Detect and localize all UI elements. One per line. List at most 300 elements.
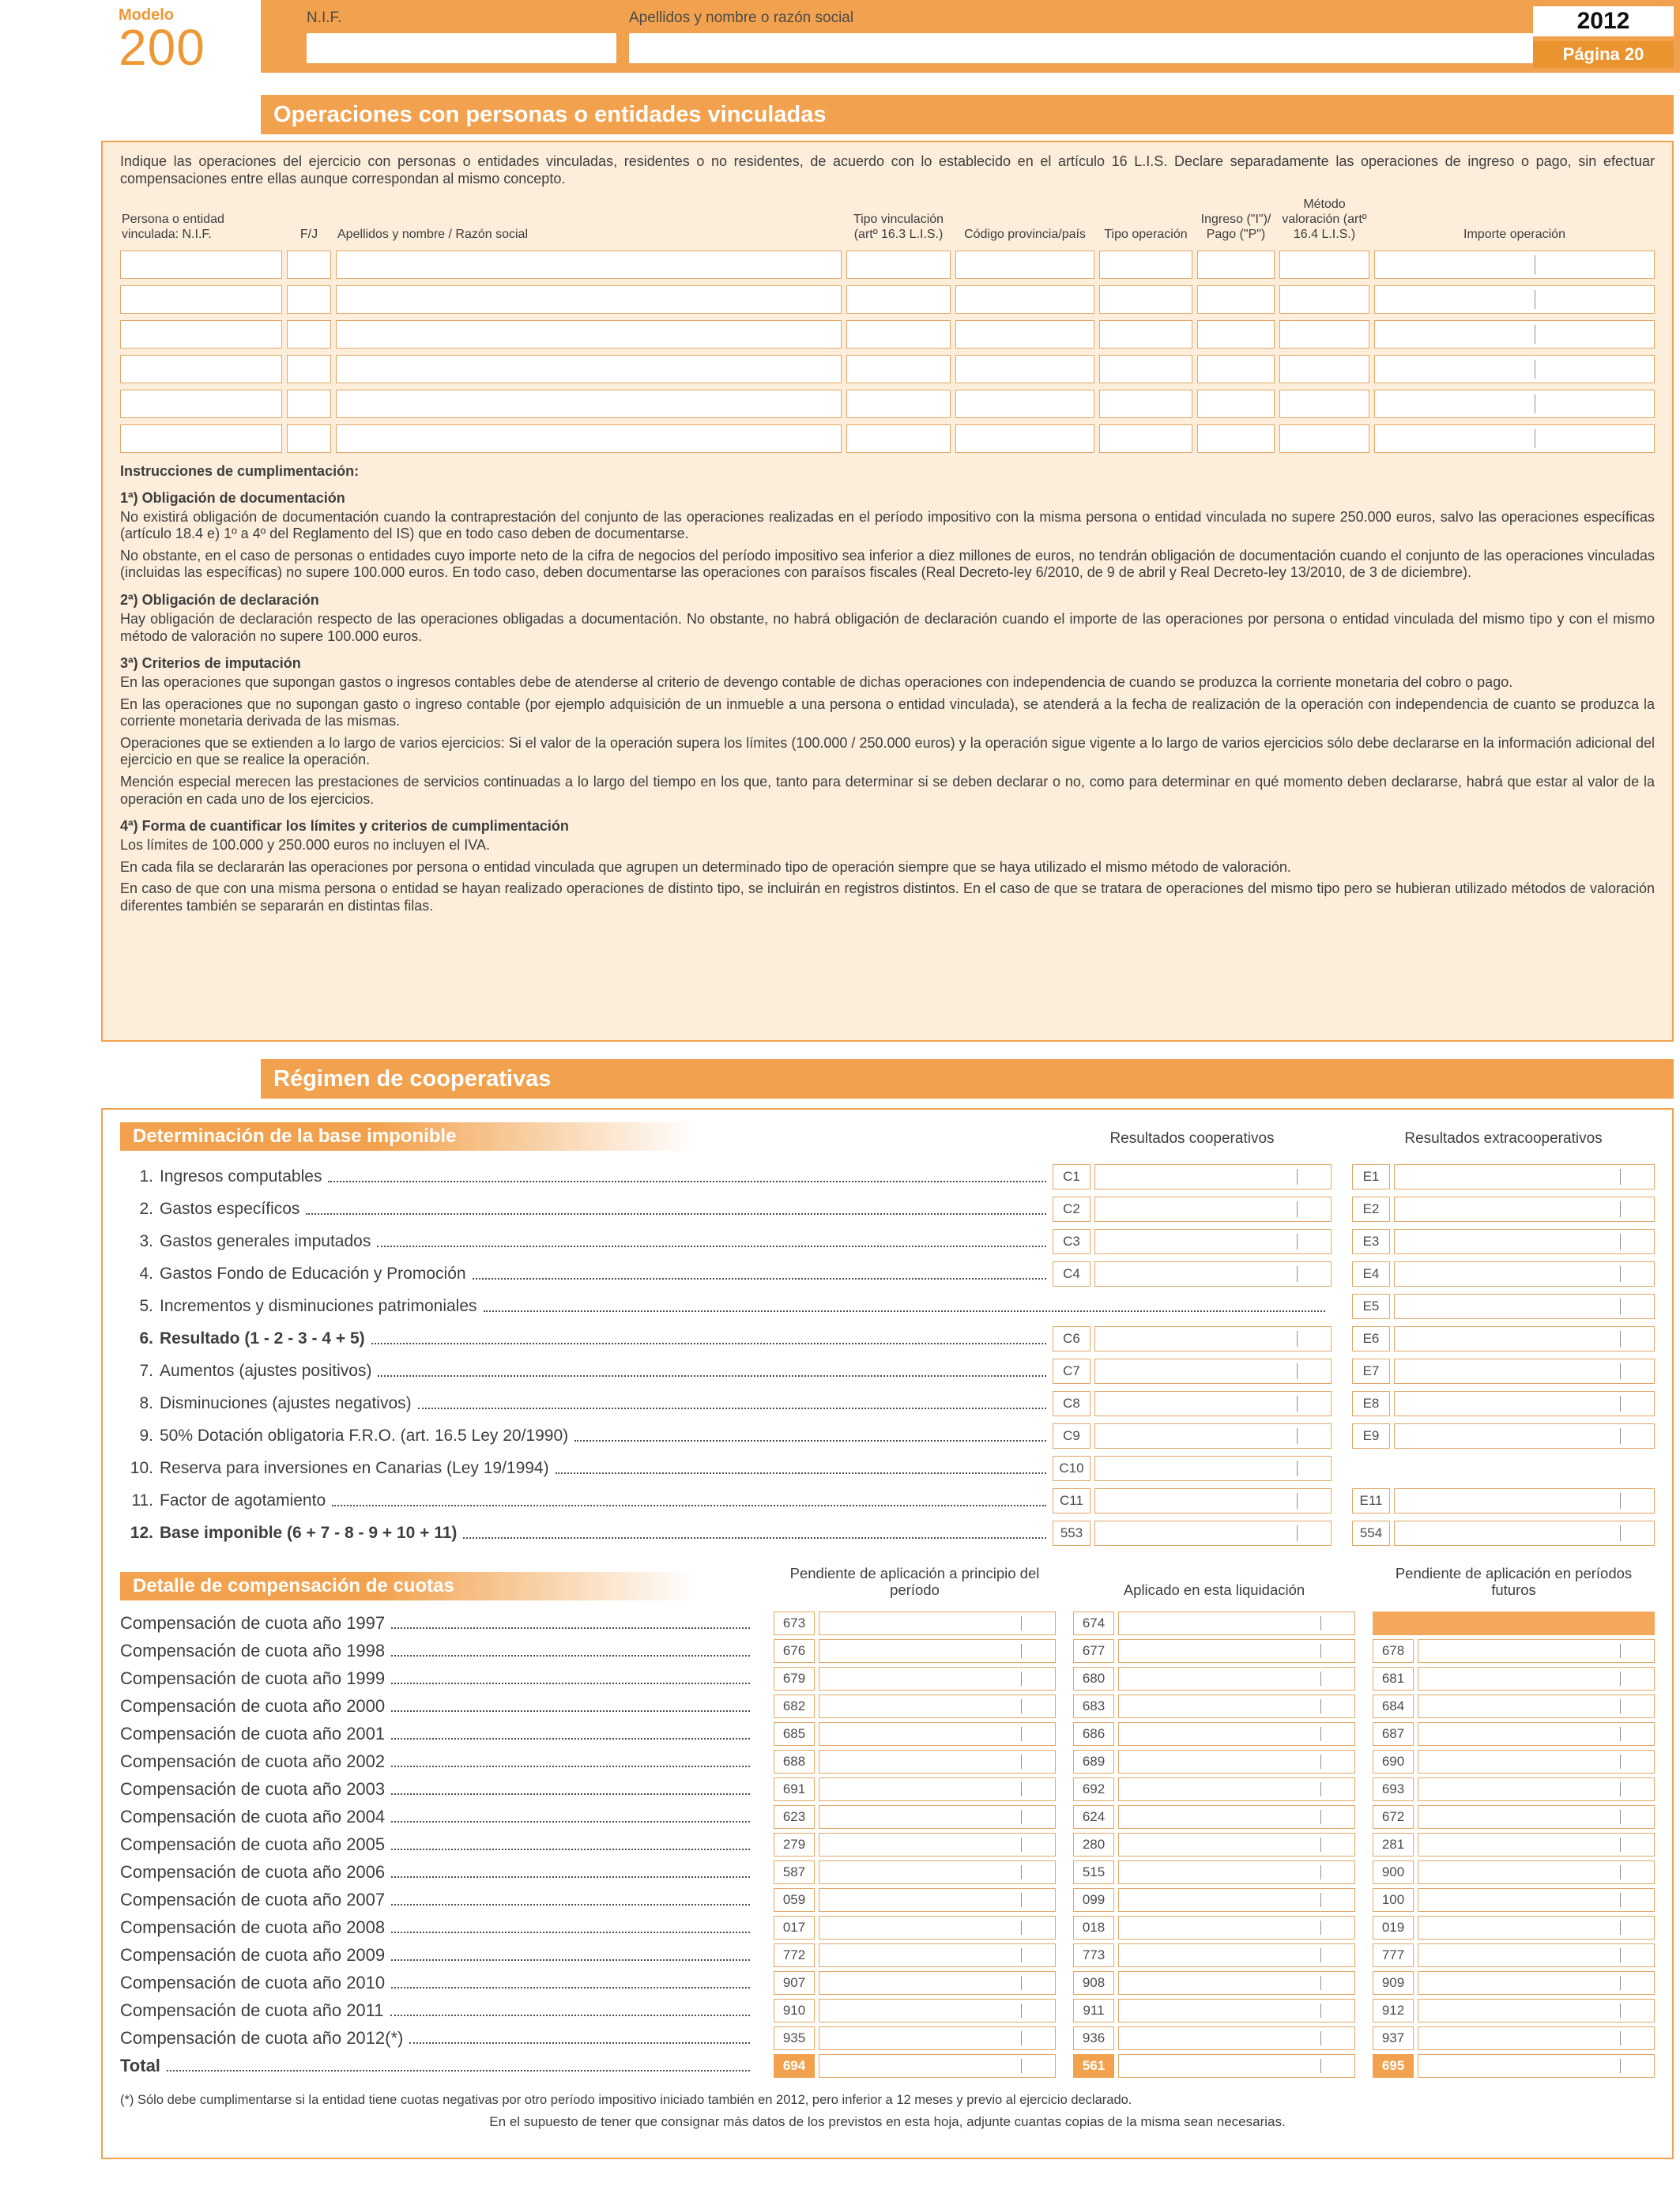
row-label: Total bbox=[120, 2056, 160, 2076]
header-band bbox=[261, 0, 1680, 73]
row-label: Compensación de cuota año 2010 bbox=[120, 1973, 386, 1993]
instruction-paragraph: En cada fila se declararán las operaciones por persona o entidad vinculada que agrupen un determinado tipo de operación siempre que se haya utilizado el mismo método de valoración. bbox=[120, 858, 1291, 875]
row-label: Resultado (1 - 2 - 3 - 4 + 5) bbox=[160, 1329, 365, 1348]
amount-field-group bbox=[1373, 2026, 1655, 2050]
amount-field-group bbox=[1053, 1521, 1332, 1546]
row-label: Reserva para inversiones en Canarias (Ley 19/1994) bbox=[160, 1458, 549, 1477]
row-number: 7. bbox=[139, 1361, 153, 1380]
amount-field-group bbox=[1073, 1722, 1355, 1746]
amount-input[interactable] bbox=[1418, 1639, 1655, 1663]
subsection-base-imponible: Determinación de la base imponible bbox=[120, 1122, 694, 1151]
cuotas-rows bbox=[120, 1610, 1655, 2080]
dotted-leader bbox=[391, 1849, 750, 1850]
row-number: 4. bbox=[139, 1264, 153, 1283]
operation-input-cell[interactable] bbox=[1197, 251, 1275, 279]
operation-input-cell[interactable] bbox=[1374, 424, 1655, 453]
operation-input-cell[interactable] bbox=[846, 285, 951, 314]
operation-input-cell[interactable] bbox=[287, 285, 331, 314]
row-label: Compensación de cuota año 2011 bbox=[120, 2000, 384, 2021]
page-badge: Página 20 bbox=[1533, 41, 1674, 68]
amount-input[interactable] bbox=[1118, 1888, 1355, 1912]
amount-input[interactable] bbox=[819, 1971, 1056, 1995]
operation-input-cell[interactable] bbox=[120, 355, 282, 383]
operation-input-cell[interactable] bbox=[846, 251, 951, 279]
amount-field-group bbox=[1053, 1391, 1332, 1416]
amount-field-group bbox=[1073, 2026, 1355, 2050]
amount-field-group bbox=[1073, 1639, 1355, 1663]
operation-input-cell[interactable] bbox=[287, 390, 331, 418]
amount-field-group bbox=[774, 1888, 1056, 1912]
dotted-leader bbox=[484, 1310, 1325, 1312]
amount-field-group bbox=[1073, 1777, 1355, 1801]
amount-input[interactable] bbox=[1118, 1722, 1355, 1746]
field-code: 017 bbox=[774, 1916, 815, 1940]
amount-field-group bbox=[774, 1833, 1056, 1857]
field-code: C1 bbox=[1053, 1164, 1090, 1189]
operation-input-cell[interactable] bbox=[1099, 251, 1192, 279]
row-number: 2. bbox=[139, 1199, 153, 1218]
amount-field-group bbox=[1073, 1971, 1355, 1995]
amount-input[interactable] bbox=[1418, 1833, 1655, 1857]
row-number: 9. bbox=[139, 1426, 153, 1445]
cuota-row bbox=[120, 1804, 1655, 1831]
operation-input-cell[interactable] bbox=[1099, 424, 1192, 453]
row-number: 3. bbox=[139, 1231, 153, 1250]
amount-input[interactable] bbox=[819, 1943, 1056, 1967]
operation-input-cell[interactable] bbox=[846, 355, 951, 383]
amount-input[interactable] bbox=[1094, 1164, 1332, 1189]
amount-field-group bbox=[1053, 1359, 1332, 1384]
field-code: 515 bbox=[1073, 1860, 1114, 1884]
dotted-leader bbox=[574, 1440, 1046, 1442]
amount-input[interactable] bbox=[1418, 1916, 1655, 1940]
amount-input[interactable] bbox=[1118, 1695, 1355, 1718]
amount-input[interactable] bbox=[819, 2026, 1056, 2050]
operation-input-cell[interactable] bbox=[955, 355, 1094, 383]
operation-input-cell[interactable] bbox=[1374, 390, 1655, 418]
operation-input-cell[interactable] bbox=[1279, 355, 1369, 383]
amount-input[interactable] bbox=[1118, 1833, 1355, 1857]
field-code: 679 bbox=[774, 1667, 815, 1691]
regimen-cooperativas-panel bbox=[101, 1108, 1674, 2159]
operation-input-cell[interactable] bbox=[1279, 424, 1369, 453]
instruction-heading: 4ª) Forma de cuantificar los límites y criterios de cumplimentación bbox=[120, 818, 569, 835]
field-code: 681 bbox=[1373, 1667, 1414, 1691]
field-code: 676 bbox=[774, 1639, 815, 1663]
amount-field-group bbox=[774, 1916, 1056, 1940]
row-label: Base imponible (6 + 7 - 8 - 9 + 10 + 11) bbox=[160, 1523, 458, 1542]
amount-field-group bbox=[1352, 1423, 1655, 1449]
amount-input[interactable] bbox=[1094, 1326, 1332, 1351]
dotted-leader bbox=[391, 1932, 750, 1933]
amount-input[interactable] bbox=[819, 1777, 1056, 1801]
amount-input[interactable] bbox=[1118, 1999, 1355, 2022]
operation-input-cell[interactable] bbox=[120, 285, 282, 314]
ops-column-header: Persona o entidad vinculada: N.I.F. bbox=[122, 212, 224, 241]
field-code: 910 bbox=[774, 1999, 815, 2022]
amount-field-group bbox=[1053, 1456, 1332, 1481]
instruction-paragraph: No obstante, en el caso de personas o entidades cuyo importe neto de la cifra de negocios del período impositivo sea inferior a diez millones de euros, no tendrán obligación de documentación cuando el conjunto de las operaciones vinculadas (incluidas las específicas) no supere 100.000 euros. En todo caso, deben documentarse las operaciones con paraísos fiscales (Real Decreto-ley 6/2010, de 9 de abril y Real Decreto-ley 13/2010, de 3 de diciembre). bbox=[120, 547, 1655, 581]
operation-input-cell[interactable] bbox=[1374, 355, 1655, 383]
field-code: 561 bbox=[1073, 2054, 1114, 2078]
amount-input[interactable] bbox=[819, 1750, 1056, 1774]
base-imponible-row bbox=[120, 1387, 1655, 1419]
amount-field-group bbox=[1352, 1391, 1655, 1416]
field-code: 936 bbox=[1073, 2026, 1114, 2050]
amount-field-group bbox=[1373, 1888, 1655, 1912]
operation-input-cell[interactable] bbox=[955, 251, 1094, 279]
row-number: 6. bbox=[139, 1329, 153, 1348]
operation-input-cell[interactable] bbox=[336, 251, 842, 279]
amount-input[interactable] bbox=[1394, 1359, 1655, 1384]
cuota-row bbox=[120, 1721, 1655, 1748]
amount-input[interactable] bbox=[1118, 1750, 1355, 1774]
amount-field-group bbox=[1053, 1326, 1332, 1351]
field-code: C11 bbox=[1053, 1488, 1090, 1514]
amount-field-group bbox=[1053, 1423, 1332, 1449]
amount-input[interactable] bbox=[1394, 1521, 1655, 1546]
row-label: Compensación de cuota año 2005 bbox=[120, 1834, 386, 1855]
instruction-paragraph: Los límites de 100.000 y 250.000 euros no incluyen el IVA. bbox=[120, 837, 490, 854]
operation-input-cell[interactable] bbox=[336, 390, 842, 418]
row-label: 50% Dotación obligatoria F.R.O. (art. 16.5 Ley 20/1990) bbox=[160, 1426, 569, 1445]
amount-input[interactable] bbox=[1394, 1261, 1655, 1287]
amount-input[interactable] bbox=[1118, 2026, 1355, 2050]
amount-input[interactable] bbox=[1118, 1971, 1355, 1995]
field-code: 674 bbox=[1073, 1612, 1114, 1635]
field-code: 281 bbox=[1373, 1833, 1414, 1857]
amount-input[interactable] bbox=[1394, 1164, 1655, 1189]
amount-input[interactable] bbox=[1418, 1667, 1655, 1691]
amount-input[interactable] bbox=[819, 1833, 1056, 1857]
operation-input-cell[interactable] bbox=[846, 320, 951, 349]
field-code: 683 bbox=[1073, 1695, 1114, 1718]
field-code: 279 bbox=[774, 1833, 815, 1857]
amount-field-group bbox=[1373, 1943, 1655, 1967]
amount-input[interactable] bbox=[1394, 1197, 1655, 1222]
row-label: Compensación de cuota año 2012(*) bbox=[120, 2028, 404, 2049]
amount-field-group bbox=[1352, 1326, 1655, 1351]
amount-input[interactable] bbox=[1094, 1456, 1332, 1481]
operation-input-cell[interactable] bbox=[1099, 390, 1192, 418]
col-header-aplicado-liquidacion: Aplicado en esta liquidación bbox=[1123, 1581, 1305, 1599]
instructions-block bbox=[120, 463, 1655, 915]
operation-input-cell[interactable] bbox=[1279, 251, 1369, 279]
field-code: 694 bbox=[774, 2054, 815, 2078]
field-code: 684 bbox=[1373, 1695, 1414, 1718]
field-code: 690 bbox=[1373, 1750, 1414, 1774]
amount-input[interactable] bbox=[1118, 2054, 1355, 2078]
field-code: 623 bbox=[774, 1805, 815, 1829]
field-code: 908 bbox=[1073, 1971, 1114, 1995]
amount-input[interactable] bbox=[1118, 1860, 1355, 1884]
amount-input[interactable] bbox=[1418, 1888, 1655, 1912]
base-imponible-row bbox=[120, 1517, 1655, 1549]
amount-field-group bbox=[1053, 1197, 1332, 1222]
base-imponible-rows bbox=[120, 1160, 1655, 1549]
cuota-row bbox=[120, 1859, 1655, 1887]
operaciones-vinculadas-panel bbox=[101, 141, 1674, 1042]
row-label: Compensación de cuota año 2007 bbox=[120, 1890, 386, 1910]
field-code: C6 bbox=[1053, 1326, 1090, 1351]
field-code: 680 bbox=[1073, 1667, 1114, 1691]
operation-row bbox=[120, 251, 1655, 279]
amount-input[interactable] bbox=[819, 1639, 1056, 1663]
field-code: 099 bbox=[1073, 1888, 1114, 1912]
operation-input-cell[interactable] bbox=[336, 424, 842, 453]
amount-field-group bbox=[1352, 1294, 1655, 1319]
amount-input[interactable] bbox=[819, 1667, 1056, 1691]
cuota-row bbox=[120, 1997, 1655, 2025]
amount-input[interactable] bbox=[1118, 1943, 1355, 1967]
field-code: C9 bbox=[1053, 1423, 1090, 1449]
ops-column-header: Código provincia/país bbox=[964, 227, 1086, 241]
base-imponible-row bbox=[120, 1419, 1655, 1452]
operation-input-cell[interactable] bbox=[955, 390, 1094, 418]
amount-field-group bbox=[774, 1805, 1056, 1829]
field-code: E5 bbox=[1352, 1294, 1390, 1319]
cuota-row bbox=[120, 1748, 1655, 1776]
field-code: 553 bbox=[1053, 1521, 1090, 1546]
amount-input[interactable] bbox=[1418, 1722, 1655, 1746]
row-label: Compensación de cuota año 1998 bbox=[120, 1641, 386, 1661]
amount-input[interactable] bbox=[1418, 1999, 1655, 2022]
operation-input-cell[interactable] bbox=[120, 251, 282, 279]
amount-input[interactable] bbox=[1118, 1612, 1355, 1635]
amount-input[interactable] bbox=[1418, 1860, 1655, 1884]
ops-column-header: Apellidos y nombre / Razón social bbox=[337, 227, 529, 241]
cuota-row bbox=[120, 1665, 1655, 1693]
field-code: 695 bbox=[1373, 2054, 1414, 2078]
amount-input[interactable] bbox=[1118, 1777, 1355, 1801]
amount-field-group bbox=[1373, 1971, 1655, 1995]
field-code: 678 bbox=[1373, 1639, 1414, 1663]
amount-input[interactable] bbox=[1094, 1521, 1332, 1546]
operation-input-cell[interactable] bbox=[955, 320, 1094, 349]
operation-input-cell[interactable] bbox=[1374, 251, 1655, 279]
operation-input-cell[interactable] bbox=[955, 285, 1094, 314]
operation-input-cell[interactable] bbox=[120, 424, 282, 453]
base-imponible-row bbox=[120, 1452, 1655, 1484]
amount-field-group bbox=[1073, 1860, 1355, 1884]
row-number: 10. bbox=[130, 1458, 153, 1477]
operation-input-cell[interactable] bbox=[287, 320, 331, 349]
ops-column-header: Tipo operación bbox=[1104, 227, 1188, 241]
amount-input[interactable] bbox=[1394, 1294, 1655, 1319]
nif-input[interactable] bbox=[307, 33, 616, 63]
amount-field-group bbox=[1073, 1999, 1355, 2022]
field-code: 682 bbox=[774, 1695, 815, 1718]
operation-row bbox=[120, 390, 1655, 418]
amount-input[interactable] bbox=[1418, 1805, 1655, 1829]
operation-input-cell[interactable] bbox=[1279, 320, 1369, 349]
field-code: 912 bbox=[1373, 1999, 1414, 2022]
header-corner bbox=[1533, 6, 1674, 73]
amount-field-group bbox=[1373, 1667, 1655, 1691]
ops-column-header: Método valoración (artº 16.4 L.I.S.) bbox=[1282, 197, 1367, 241]
row-number: 8. bbox=[139, 1393, 153, 1412]
amount-input[interactable] bbox=[1118, 1805, 1355, 1829]
instruction-paragraph: En caso de que con una misma persona o entidad se hayan realizado operaciones de distinto tipo, se incluirán en registros distintos. En el caso de que se tratara de operaciones del mismo tipo pero se hubieran utilizado métodos de valoración diferentes también se separarán en distintas filas. bbox=[120, 880, 1655, 914]
base-imponible-row bbox=[120, 1257, 1655, 1290]
base-imponible-row bbox=[120, 1322, 1655, 1355]
col-header-pendiente-futuros: Pendiente de aplicación en períodos futuros bbox=[1395, 1565, 1633, 1599]
amount-input[interactable] bbox=[819, 1695, 1056, 1718]
amount-input[interactable] bbox=[1094, 1488, 1332, 1514]
amount-input[interactable] bbox=[1418, 2054, 1655, 2078]
amount-input[interactable] bbox=[1094, 1197, 1332, 1222]
amount-input[interactable] bbox=[1418, 1750, 1655, 1774]
field-code: E7 bbox=[1352, 1359, 1390, 1384]
amount-input[interactable] bbox=[1394, 1326, 1655, 1351]
dotted-leader bbox=[391, 1766, 750, 1767]
dotted-leader bbox=[371, 1343, 1046, 1344]
amount-input[interactable] bbox=[819, 1999, 1056, 2022]
operation-input-cell[interactable] bbox=[1279, 285, 1369, 314]
amount-input[interactable] bbox=[1418, 1777, 1655, 1801]
amount-input[interactable] bbox=[1418, 1971, 1655, 1995]
field-code: C8 bbox=[1053, 1391, 1090, 1416]
cuota-row bbox=[120, 1610, 1655, 1638]
field-code: 685 bbox=[774, 1722, 815, 1746]
amount-input[interactable] bbox=[1118, 1639, 1355, 1663]
field-code: 772 bbox=[774, 1943, 815, 1967]
field-code: 673 bbox=[774, 1612, 815, 1635]
field-code: 909 bbox=[1373, 1971, 1414, 1995]
amount-input[interactable] bbox=[819, 1860, 1056, 1884]
operation-input-cell[interactable] bbox=[120, 390, 282, 418]
operation-input-cell[interactable] bbox=[846, 424, 951, 453]
operation-input-cell[interactable] bbox=[1099, 285, 1192, 314]
amount-input[interactable] bbox=[819, 1888, 1056, 1912]
operation-input-cell[interactable] bbox=[1197, 424, 1275, 453]
field-code: 019 bbox=[1373, 1916, 1414, 1940]
amount-input[interactable] bbox=[1394, 1229, 1655, 1254]
amount-field-group bbox=[1352, 1229, 1655, 1254]
base-imponible-header-row bbox=[120, 1122, 1655, 1151]
operation-input-cell[interactable] bbox=[1099, 355, 1192, 383]
field-code: E9 bbox=[1352, 1423, 1390, 1449]
amount-field-group bbox=[1073, 1695, 1355, 1718]
amount-input[interactable] bbox=[1418, 1943, 1655, 1967]
field-code: 689 bbox=[1073, 1750, 1114, 1774]
operation-input-cell[interactable] bbox=[336, 355, 842, 383]
operation-input-cell[interactable] bbox=[1197, 320, 1275, 349]
amount-field-group bbox=[1053, 1164, 1332, 1189]
operation-input-cell[interactable] bbox=[287, 355, 331, 383]
amount-input[interactable] bbox=[1394, 1423, 1655, 1449]
dotted-leader bbox=[391, 1683, 750, 1684]
amount-input[interactable] bbox=[819, 1916, 1056, 1940]
operation-input-cell[interactable] bbox=[1279, 390, 1369, 418]
amount-field-group bbox=[1352, 1359, 1655, 1384]
amount-input[interactable] bbox=[1418, 1695, 1655, 1718]
amount-input[interactable] bbox=[819, 1805, 1056, 1829]
amount-input[interactable] bbox=[819, 2054, 1056, 2078]
section-title-operaciones-vinculadas: Operaciones con personas o entidades vinculadas bbox=[261, 95, 1674, 134]
field-code: 911 bbox=[1073, 1999, 1114, 2022]
base-imponible-row bbox=[120, 1484, 1655, 1517]
field-code: 018 bbox=[1073, 1916, 1114, 1940]
operation-input-cell[interactable] bbox=[1374, 285, 1655, 314]
operation-input-cell[interactable] bbox=[846, 390, 951, 418]
amount-field-group bbox=[774, 1695, 1056, 1718]
dotted-leader bbox=[391, 1793, 750, 1795]
field-code: C2 bbox=[1053, 1197, 1090, 1222]
dotted-leader bbox=[378, 1375, 1046, 1377]
operation-input-cell[interactable] bbox=[1197, 355, 1275, 383]
field-code: C3 bbox=[1053, 1229, 1090, 1254]
field-code: E1 bbox=[1352, 1164, 1390, 1189]
amount-input[interactable] bbox=[1394, 1488, 1655, 1514]
amount-input[interactable] bbox=[1118, 1916, 1355, 1940]
operation-input-cell[interactable] bbox=[336, 320, 842, 349]
amount-input[interactable] bbox=[1094, 1423, 1332, 1449]
field-code: 280 bbox=[1073, 1833, 1114, 1857]
ops-column-header: Importe operación bbox=[1463, 227, 1565, 241]
amount-input[interactable] bbox=[819, 1612, 1056, 1635]
table-header-row bbox=[120, 194, 1655, 251]
amount-input[interactable] bbox=[1094, 1391, 1332, 1416]
operation-input-cell[interactable] bbox=[336, 285, 842, 314]
instruction-paragraph: No existirá obligación de documentación cuando la contraprestación del conjunto de las operaciones realizadas en el período impositivo con la misma persona o entidad vinculada no supere 250.000 euros, salvo las operaciones específicas (artículo 18.4 e) 1º a 4º del Reglamento del IS) que en todo caso deben de documentarse. bbox=[120, 508, 1655, 542]
amount-field-group bbox=[1373, 1916, 1655, 1940]
operation-input-cell[interactable] bbox=[287, 424, 331, 453]
dotted-leader bbox=[332, 1505, 1046, 1506]
instruction-paragraph: En las operaciones que supongan gastos o ingresos contables debe de atenderse al criterio de devengo contable de dichas operaciones con independencia de cuando se produzca la corriente monetaria del cobro o pago. bbox=[120, 674, 1513, 691]
amount-field-group bbox=[1053, 1488, 1332, 1514]
cuota-row bbox=[120, 1914, 1655, 1942]
operation-input-cell[interactable] bbox=[1374, 320, 1655, 349]
name-input[interactable] bbox=[629, 33, 1533, 63]
cuotas-header-row bbox=[120, 1565, 1655, 1600]
amount-input[interactable] bbox=[819, 1722, 1056, 1746]
amount-input[interactable] bbox=[1418, 2026, 1655, 2050]
instruction-heading: 2ª) Obligación de declaración bbox=[120, 591, 319, 608]
operation-input-cell[interactable] bbox=[1197, 285, 1275, 314]
amount-field-group bbox=[774, 1971, 1056, 1995]
amount-input[interactable] bbox=[1094, 1359, 1332, 1384]
subsection-compensacion-cuotas: Detalle de compensación de cuotas bbox=[120, 1572, 694, 1600]
field-code: C10 bbox=[1053, 1456, 1090, 1481]
amount-field-group bbox=[1373, 1722, 1655, 1746]
operation-input-cell[interactable] bbox=[120, 320, 282, 349]
amount-field-group bbox=[774, 1722, 1056, 1746]
dotted-leader bbox=[391, 1959, 750, 1961]
amount-input[interactable] bbox=[1118, 1667, 1355, 1691]
dotted-leader bbox=[377, 1246, 1046, 1247]
operation-input-cell[interactable] bbox=[287, 251, 331, 279]
field-code: 935 bbox=[774, 2026, 815, 2050]
amount-input[interactable] bbox=[1094, 1229, 1332, 1254]
amount-field-group bbox=[774, 1750, 1056, 1774]
field-code: E3 bbox=[1352, 1229, 1390, 1254]
operation-input-cell[interactable] bbox=[955, 424, 1094, 453]
intro-text: Indique las operaciones del ejercicio con personas o entidades vinculadas, residentes o no residentes, de acuerdo con lo establecido en el artículo 16 L.I.S. Declare separadamente las operaciones de ingreso o pago, sin efectuar compensaciones entre ellas aunque correspondan al mismo concepto. bbox=[120, 153, 1655, 187]
row-label: Disminuciones (ajustes negativos) bbox=[160, 1393, 412, 1412]
operation-input-cell[interactable] bbox=[1099, 320, 1192, 349]
field-code: 900 bbox=[1373, 1860, 1414, 1884]
cuota-row bbox=[120, 1638, 1655, 1665]
dotted-leader bbox=[463, 1537, 1046, 1539]
row-label: Compensación de cuota año 2001 bbox=[120, 1724, 386, 1744]
amount-input[interactable] bbox=[1394, 1391, 1655, 1416]
amount-input[interactable] bbox=[1094, 1261, 1332, 1287]
operation-input-cell[interactable] bbox=[1197, 390, 1275, 418]
dotted-leader bbox=[328, 1181, 1046, 1182]
form-header bbox=[0, 0, 1680, 76]
amount-field-group bbox=[774, 1999, 1056, 2022]
